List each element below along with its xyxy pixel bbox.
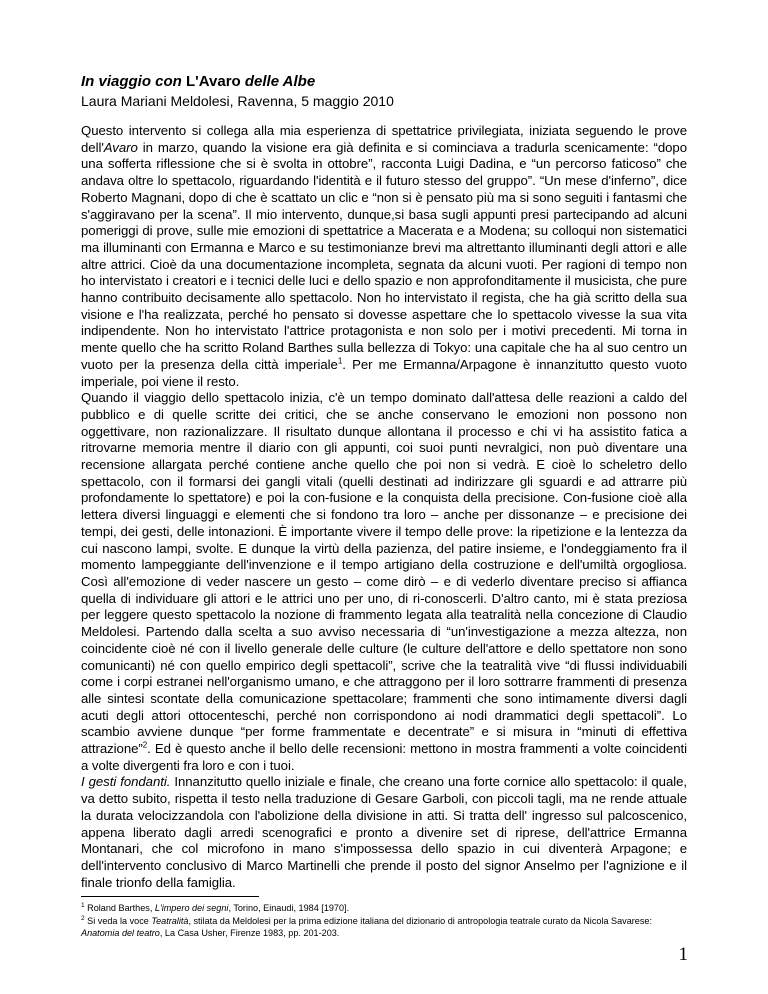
body-text [81, 123, 687, 891]
document-title [81, 72, 687, 92]
footnote-2-pre: Si veda la voce [87, 916, 152, 926]
paragraph-3 [81, 774, 687, 891]
p1-text-a: Questo intervento si collega alla mia esperienza di spettatrice privilegiata, iniziata seguendo le prove dell' [81, 123, 687, 155]
p3-text: Innanzitutto quello iniziale e finale, che creano una forte cornice allo spettacolo: il quale, va detto subito, rispetta il testo nella traduzione di Gesare Garboli, con piccoli tagli, ma ne rende attuale la durata velocizzandola con l'abolizione della divisione in atti. Si tratta dell' ingresso sul palcoscenico, appena liberato dagli arredi scenografici e pronto a divenire set di riprese, dell'attrice Ermanna Montanari, che col microfono in mano s'impossessa dello spazio in cui diventerà Arpagone; e dell'intervento conclusivo di Marco Martinelli che prende il posto del signor Anselmo per l'agnizione e il finale trionfo della famiglia. [81, 774, 688, 890]
p2-text-a: Quando il viaggio dello spettacolo inizia, c'è un tempo dominato dall'attesa delle reazioni a caldo del pubblico e di quelle scritte dei critici, che se anche conservano le emozioni non possono non oggettivare, non razionalizzare. Il risultato dunque allontana il processo e chi vi ha assistito fatica a ritrovarne memoria mentre il diario con gli appunti, coi suoi punti nevralgici, non può diventare una recensione allargata perché contiene anche quello che poi non si vedrà. E cioè lo scheletro dello spettacolo, con il formarsi dei gangli vitali (quelli destinati ad indirizzare gli sguardi e ad attrarre più profondamente lo spettatore) e poi la con-fusione e la conquista della precisione. Con-fusione cioè alla lettera diversi linguaggi e elementi che si fondono tra loro – anche per dissonanze – e precisione dei tempi, dei gesti, delle intonazioni. È importante vivere il tempo delle prove: la ripetizione e la lentezza da cui nascono lampi, svolte. E dunque la virtù della pazienza, del patire insieme, e l'ondeggiamento fra il momento lampeggiante dell'invenzione e il tempo artigiano della costruzione e dell'umiltà orgogliosa. Così all'emozione di veder nascere un gesto – come dirò – e di vederlo diventare preciso si affianca quella di individuare gli attori e le attrici uno per uno, di ri-conoscerli. D'altro canto, mi è stata preziosa per leggere questo spettacolo la nozione di frammento legata alla teatralità nella concezione di Claudio Meldolesi. Partendo dalla scelta a suo avviso necessaria di “un'investigazione a mezza altezza, non coincidente cioè né con il livello generale delle culture (le culture dell'attore e dello spettatore non sono comunicanti) né con quello empirico degli spettacoli”, scrive che la teatralità vive “di flussi individuabili come i corpi estranei nell'organismo umano, e che attraggono per il loro sottrarre frammenti di presenza alle sintesi scontate della comunicazione spettacolare; frammenti che sono intimamente diversi dagli acuti degli attori ottocenteschi, perché non corrispondono ai nodi drammatici degli spettacoli”. Lo scambio avviene dunque “per forme frammentate e decentrate” e si misura in “minuti di effettiva attrazione” [81, 390, 687, 757]
footnote-2-italic: Teatralità [151, 916, 189, 926]
footnote-2 [81, 915, 691, 939]
footnote-2-number: 2 [81, 914, 85, 922]
footnote-2-italic-2: Anatomia del teatro [81, 928, 160, 938]
footnote-1 [81, 902, 691, 914]
author-byline: Laura Mariani Meldolesi, Ravenna, 5 maggio 2010 [81, 93, 394, 109]
title-part-1: In viaggio con [81, 73, 187, 90]
title-part-3: delle Albe [240, 73, 316, 90]
p1-text-b: in marzo, quando la visione era già definita e si cominciava a tradurla scenicamente: “dopo una sofferta riflessione che si è svolta in ottobre”, racconta Luigi Dadina, e “un percorso faticoso” che andava oltre lo spettacolo, riguardando l'identità e il futuro stesso del gruppo”. “Un mese d'inferno”, dice Roberto Magnani, dopo di che è scattato un clic e “non si è pensato più ma si sono seguiti i fantasmi che s'aggiravano per la scena”. Il mio intervento, dunque,si basa sugli appunti presi partecipando ad alcuni pomeriggi di prove, sulle mie emozioni di spettatrice a Macerata e a Modena; su colloqui non sistematici ma illuminanti con Ermanna e Marco e su testimonianze brevi ma altrettanto illuminanti degli attori e alle altre attrici. Cioè da una documentazione incompleta, segnata da alcuni vuoti. Per ragioni di tempo non ho intervistato i creatori e i tecnici delle luci e dello spazio e non approfonditamente il musicista, che pure hanno contribuito decisamente allo spettacolo. Non ho intervistato il regista, che ha già scritto della sua visione e l'ha realizzata, perché ho pensato si dovesse aspettare che lo spettacolo vivesse la sua vita indipendente. Non ho intervistato l'attrice protagonista e non solo per i motivi precedenti. Mi torna in mente quello che ha scritto Roland Barthes sulla bellezza di Tokyo: una capitale che ha al suo centro un vuoto per la presenza della città imperiale [81, 139, 687, 372]
heading [81, 72, 687, 111]
p1-text-c: . Per me Ermanna/Arpagone è innanzitutto questo vuoto imperiale, poi viene il resto. [81, 356, 687, 389]
footnote-separator [81, 896, 259, 897]
footnote-ref-2: 2 [142, 740, 148, 750]
page-number: 1 [678, 944, 688, 965]
footnote-1-pre: Roland Barthes, [87, 903, 155, 913]
paragraph-2 [81, 390, 687, 774]
footnote-2-post: , stilata da Meldolesi per la prima edizione italiana del dizionario di antropologia teatrale curato da Nicola Savarese: [188, 916, 652, 926]
title-part-2: L'Avaro [186, 73, 241, 90]
footnote-1-number: 1 [81, 901, 85, 909]
footnote-1-post: , Torino, Einaudi, 1984 [1970]. [228, 903, 350, 913]
paragraph-1 [81, 123, 687, 390]
footnote-2-post-2: , La Casa Usher, Firenze 1983, pp. 201-203. [159, 928, 340, 938]
footnote-1-italic: L'impero dei segni [154, 903, 229, 913]
p1-avaro-italic: Avaro [103, 139, 138, 155]
footnote-ref-1: 1 [337, 356, 343, 366]
p2-text-b: . Ed è questo anche il bello delle recensioni: mettono in mostra frammenti a volte coincidenti a volte divergenti fra loro e con i tuoi. [81, 741, 687, 773]
footnotes [81, 902, 691, 940]
p3-lead-italic: I gesti fondanti. [81, 774, 171, 790]
